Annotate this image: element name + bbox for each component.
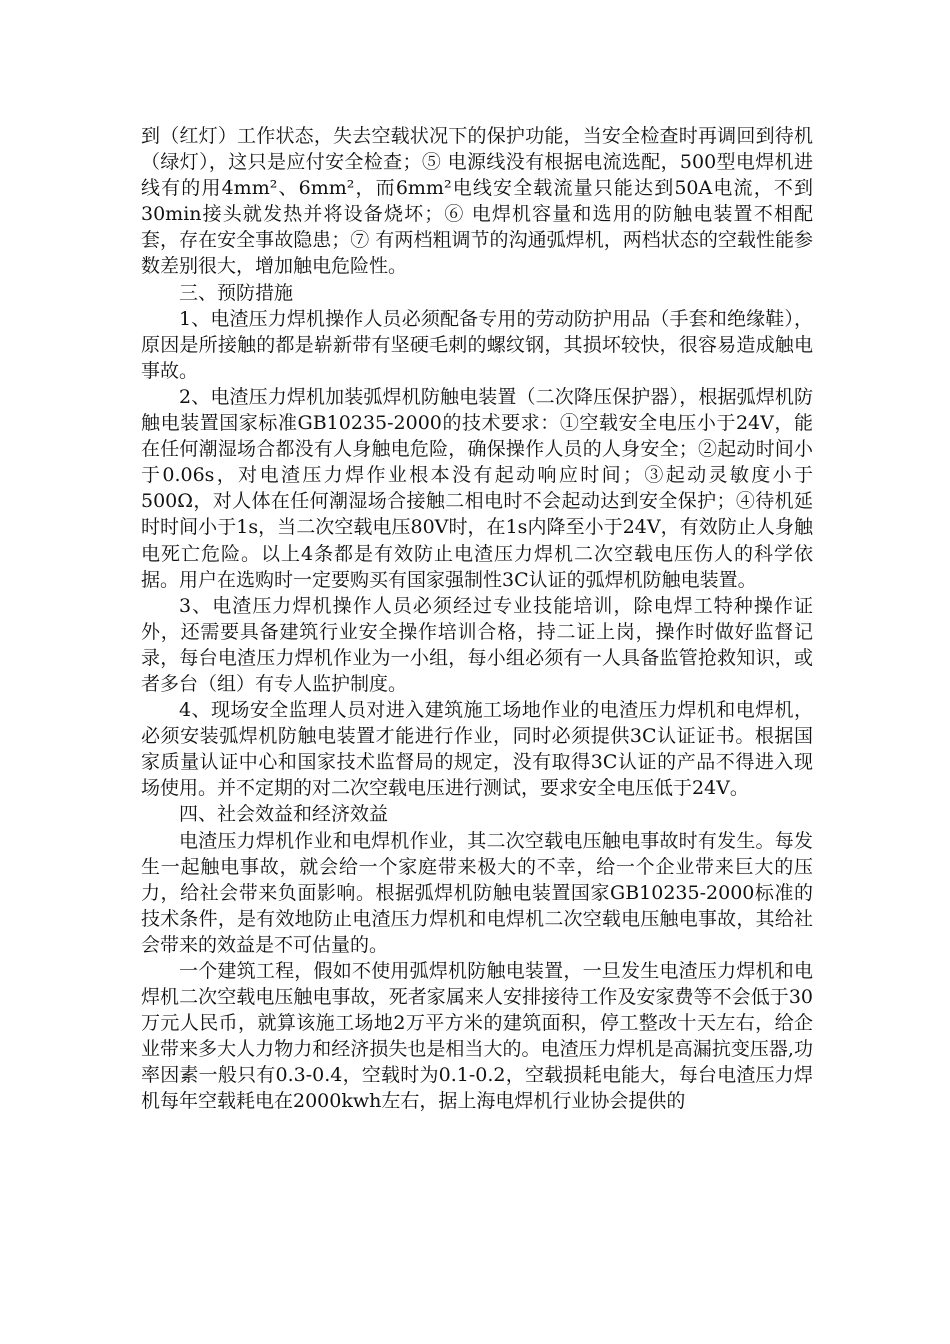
paragraph-measure-4: 4、现场安全监理人员对进入建筑施工场地作业的电渣压力焊机和电焊机，必须安装弧焊机防触电装置才能进行作业，同时必须提供3C认证证书。根据国家质量认证中心和国家技术监督局的规定，没有取得3C认证的产品不得进入现场使用。并不定期的对二次空载电压进行测试，要求安全电压低于24V。 — [141, 699, 813, 800]
paragraph-measure-2: 2、电渣压力焊机加装弧焊机防触电装置（二次降压保护器），根据弧焊机防触电装置国家标准GB10235-2000的技术要求：①空载安全电压小于24V，能在任何潮湿场合都没有人身触电危险，确保操作人员的人身安全；②起动时间小于0.06s，对电渣压力焊作业根本没有起动响应时间；③起动灵敏度小于500Ω，对人体在任何潮湿场合接触二相电时不会起动达到安全保护；④待机延时时间小于1s，当二次空载电压80V时，在1s内降至小于24V，有效防止人身触电死亡危险。以上4条都是有效防止电渣压力焊机二次空载电压伤人的科学依据。用户在选购时一定要购买有国家强制性3C认证的弧焊机防触电装置。 — [141, 385, 813, 591]
paragraph-measure-3: 3、电渣压力焊机操作人员必须经过专业技能培训，除电焊工特种操作证外，还需要具备建筑行业安全操作培训合格，持二证上岗，操作时做好监督记录，每台电渣压力焊机作业为一小组，每小组必须有一人具备监管抢救知识，或者多台（组）有专人监护制度。 — [141, 594, 813, 695]
section-heading-prevention: 三、预防措施 — [179, 281, 294, 304]
section-heading-benefits: 四、社会效益和经济效益 — [179, 803, 389, 826]
paragraph-measure-1: 1、电渣压力焊机操作人员必须配备专用的劳动防护用品（手套和绝缘鞋），原因是所接触的都是崭新带有坚硬毛刺的螺纹钢，其损坏较快，很容易造成触电事故。 — [141, 307, 813, 382]
paragraph-benefit-2: 一个建筑工程，假如不使用弧焊机防触电装置，一旦发生电渣压力焊机和电焊机二次空载电压触电事故，死者家属来人安排接待工作及安家费等不会低于30万元人民币，就算该施工场地2万平方米的建筑面积，停工整改十天左右，给企业带来多大人力物力和经济损失也是相当大的。电渣压力焊机是高漏抗变压器,功率因素一般只有0.3-0.4，空载时为0.1-0.2，空载损耗电能大，每台电渣压力焊机每年空载耗电在2000kwh左右，据上海电焊机行业协会提供的 — [141, 960, 813, 1113]
paragraph-benefit-1: 电渣压力焊机作业和电焊机作业，其二次空载电压触电事故时有发生。每发生一起触电事故，就会给一个家庭带来极大的不幸，给一个企业带来巨大的压力，给社会带来负面影响。根据弧焊机防触电装置国家GB10235-2000标准的技术条件，是有效地防止电渣压力焊机和电焊机二次空载电压触电事故，其给社会带来的效益是不可估量的。 — [141, 829, 813, 956]
paragraph-continued-faults: 到（红灯）工作状态，失去空载状况下的保护功能，当安全检查时再调回到待机（绿灯），这只是应付安全检查；⑤ 电源线没有根据电流选配，500型电焊机进线有的用4mm²、6mm²，而6mm²电线安全载流量只能达到50A电流，不到30min接头就发热并将设备烧坏；⑥ 电焊机容量和选用的防触电装置不相配套，存在安全事故隐患；⑦ 有两档粗调节的沟通弧焊机，两档状态的空载性能参数差别很大，增加触电危险性。 — [141, 125, 813, 278]
document-body — [141, 123, 813, 1115]
